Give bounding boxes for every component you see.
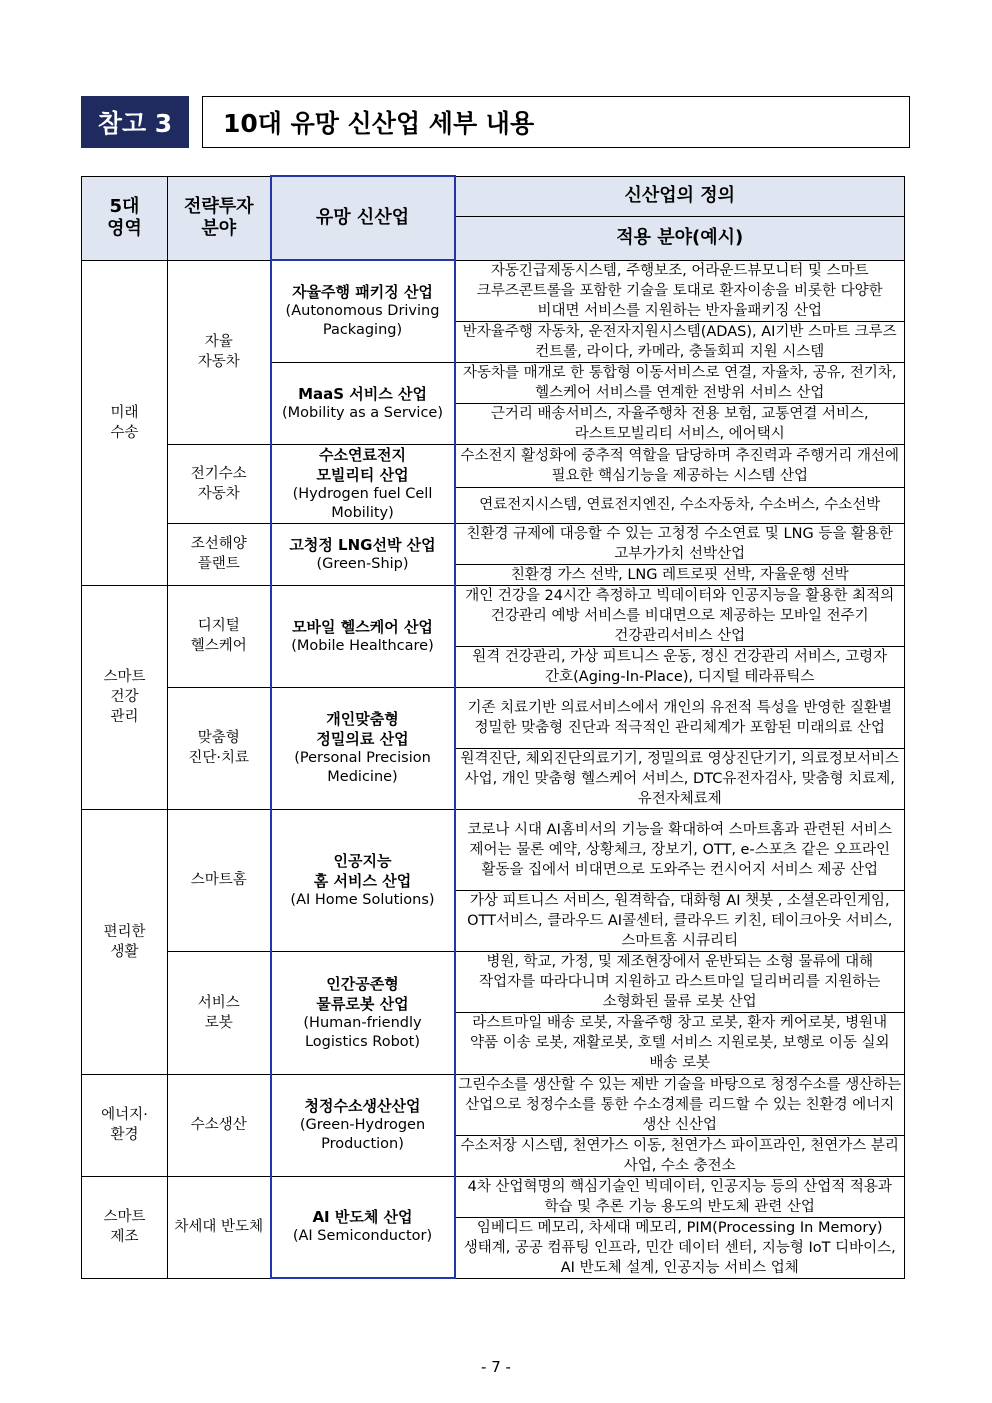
industry-table: [81, 175, 905, 1279]
area-cell: 스마트 건강 관리: [82, 585, 168, 809]
definition-cell: 개인 건강을 24시간 측정하고 빅데이터와 인공지능을 활용한 최적의 건강관리 예방 서비스를 비대면으로 제공하는 모바일 전주기 건강관리서비스 산업: [455, 585, 905, 646]
industry-name-ko: 개인맞춤형 정밀의료 산업: [316, 710, 409, 748]
definition-cell: 자동차를 매개로 한 통합형 이동서비스로 연결, 자율차, 공유, 전기차, 헬스케어 서비스를 연계한 전방위 서비스 산업: [455, 362, 905, 403]
industry-name-en: (Mobile Healthcare): [291, 637, 434, 654]
industry-name-en: (Mobility as a Service): [282, 404, 443, 421]
definition-cell: 자동긴급제동시스템, 주행보조, 어라운드뷰모니터 및 스마트 크루즈콘트롤을 포함한 기술을 토대로 환자이송을 비롯한 다양한 비대면 서비스를 지원하는 반자율패키징 산업: [455, 260, 905, 321]
application-cell: 임베디드 메모리, 차세대 메모리, PIM(Processing In Memory) 생태계, 공공 컴퓨팅 인프라, 민간 데이터 센터, 지능형 IoT 디바이스, AI 반도체 설계, 인공지능 서비스 업체: [455, 1217, 905, 1278]
reference-badge: 참고 3: [81, 96, 189, 148]
industry-name-en: (AI Semiconductor): [292, 1228, 433, 1245]
strategy-cell: 조선해양 플랜트: [168, 523, 271, 585]
industry-name-ko: AI 반도체 산업: [312, 1208, 413, 1227]
area-cell: 미래 수송: [82, 260, 168, 585]
industry-cell: [271, 362, 455, 444]
industry-name-en: (Autonomous Driving Packaging): [285, 303, 440, 339]
industry-name-en: (Green-Hydrogen Production): [299, 1117, 426, 1152]
definition-cell: 친환경 규제에 대응할 수 있는 고청정 수소연료 및 LNG 등을 활용한 고부가가치 선박산업: [455, 523, 905, 564]
application-cell: 원격 건강관리, 가상 피트니스 운동, 정신 건강관리 서비스, 고령자 간호(Aging-In-Place), 디지털 테라퓨틱스: [455, 646, 905, 687]
strategy-cell: 차세대 반도체: [168, 1176, 271, 1278]
industry-name-ko: 고청정 LNG선박 산업: [289, 535, 436, 554]
industry-name-ko: MaaS 서비스 산업: [298, 384, 427, 403]
area-cell: 편리한 생활: [82, 809, 168, 1074]
application-cell: 근거리 배송서비스, 자율주행차 전용 보험, 교통연결 서비스, 라스트모빌리티 서비스, 에어택시: [455, 403, 905, 444]
area-cell: 스마트 제조: [82, 1176, 168, 1278]
header-area: 5대 영역: [82, 176, 168, 260]
industry-cell: [271, 523, 455, 585]
industry-name-en: (Personal Precision Medicine): [294, 750, 431, 785]
definition-cell: 병원, 학교, 가정, 및 제조현장에서 운반되는 소형 물류에 대해 작업자를 따라다니며 지원하고 라스트마일 딜리버리를 지원하는 소형화된 물류 로봇 산업: [455, 951, 905, 1012]
industry-cell: [271, 444, 455, 523]
definition-cell: 그린수소를 생산할 수 있는 제반 기술을 바탕으로 청정수소를 생산하는 산업으로 청정수소를 통한 수소경제를 리드할 수 있는 친환경 에너지 생산 신산업: [455, 1074, 905, 1135]
definition-cell: 4차 산업혁명의 핵심기술인 빅데이터, 인공지능 등의 산업적 적용과 학습 및 추론 기능 용도의 반도체 관련 산업: [455, 1176, 905, 1217]
application-cell: 라스트마일 배송 로봇, 자율주행 창고 로봇, 환자 케어로봇, 병원내 약품 이송 로봇, 재활로봇, 호텔 서비스 지원로봇, 보행로 이동 실외 배송 로봇: [455, 1012, 905, 1074]
industry-name-en: (AI Home Solutions): [290, 891, 435, 908]
header-industry: 유망 신산업: [271, 176, 455, 260]
definition-cell: 수소전지 활성화에 중추적 역할을 담당하며 추진력과 주행거리 개선에 필요한 핵심기능을 제공하는 시스템 산업: [455, 444, 905, 487]
application-cell: 원격진단, 체외진단의료기기, 정밀의료 영상진단기기, 의료정보서비스 사업, 개인 맞춤형 헬스케어 서비스, DTC유전자검사, 맞춤형 치료제, 유전자체료제: [455, 748, 905, 809]
application-cell: 친환경 가스 선박, LNG 레트로핏 선박, 자율운행 선박: [455, 564, 905, 585]
strategy-cell: 스마트홈: [168, 809, 271, 951]
page-header: [81, 96, 910, 148]
header-application: 적용 분야(예시): [455, 216, 905, 260]
industry-cell: [271, 585, 455, 687]
industry-name-en: (Hydrogen fuel Cell Mobility): [292, 485, 433, 521]
industry-name-ko: 자율주행 패키징 산업: [292, 283, 433, 302]
industry-name-en: (Green-Ship): [316, 555, 409, 572]
application-cell: 반자율주행 자동차, 운전자지원시스템(ADAS), AI기반 스마트 크루즈 컨트롤, 라이다, 카메라, 충돌회피 지원 시스템: [455, 321, 905, 362]
definition-cell: 코로나 시대 AI홈비서의 기능을 확대하여 스마트홈과 관련된 서비스 제어는 물론 예약, 상황체크, 장보기, OTT, e-스포츠 같은 오프라인 활동을 집에서 비대면으로 도와주는 컨시어지 서비스 제공 산업: [455, 809, 905, 890]
industry-cell: [271, 1176, 455, 1278]
industry-cell: [271, 260, 455, 362]
strategy-cell: 수소생산: [168, 1074, 271, 1176]
page-number: - 7 -: [481, 1358, 511, 1376]
strategy-cell: 디지털 헬스케어: [168, 585, 271, 687]
industry-name-ko: 모바일 헬스케어 산업: [292, 617, 433, 636]
strategy-cell: 전기수소 자동차: [168, 444, 271, 523]
industry-name-ko: 인간공존형 물류로봇 산업: [316, 974, 409, 1013]
industry-cell: [271, 687, 455, 809]
strategy-cell: 자율 자동차: [168, 260, 271, 444]
industry-name-ko: 청정수소생산산업: [304, 1097, 421, 1115]
page-title: 10대 유망 신산업 세부 내용: [202, 96, 910, 148]
application-cell: 가상 피트니스 서비스, 원격학습, 대화형 AI 챗봇 , 소셜온라인게임, OTT서비스, 클라우드 AI콜센터, 클라우드 키친, 테이크아웃 서비스, 스마트홈 시큐리티: [455, 890, 905, 951]
area-cell: 에너지· 환경: [82, 1074, 168, 1176]
industry-name-ko: 수소연료전지 모빌리티 산업: [316, 445, 409, 484]
header-definition: 신산업의 정의: [455, 176, 905, 216]
application-cell: 수소저장 시스템, 천연가스 이동, 천연가스 파이프라인, 천연가스 분리 사업, 수소 충전소: [455, 1135, 905, 1176]
industry-cell: [271, 1074, 455, 1176]
industry-name-en: (Human-friendly Logistics Robot): [303, 1014, 422, 1050]
industry-name-ko: 인공지능 홈 서비스 산업: [313, 851, 412, 890]
header-strategy: 전략투자 분야: [168, 176, 271, 260]
industry-cell: [271, 809, 455, 951]
definition-cell: 기존 치료기반 의료서비스에서 개인의 유전적 특성을 반영한 질환별 정밀한 맞춤형 진단과 적극적인 관리체계가 포함된 미래의료 산업: [455, 687, 905, 748]
strategy-cell: 서비스 로봇: [168, 951, 271, 1074]
industry-cell: [271, 951, 455, 1074]
application-cell: 연료전지시스템, 연료전지엔진, 수소자동차, 수소버스, 수소선박: [455, 487, 905, 523]
strategy-cell: 맞춤형 진단·치료: [168, 687, 271, 809]
